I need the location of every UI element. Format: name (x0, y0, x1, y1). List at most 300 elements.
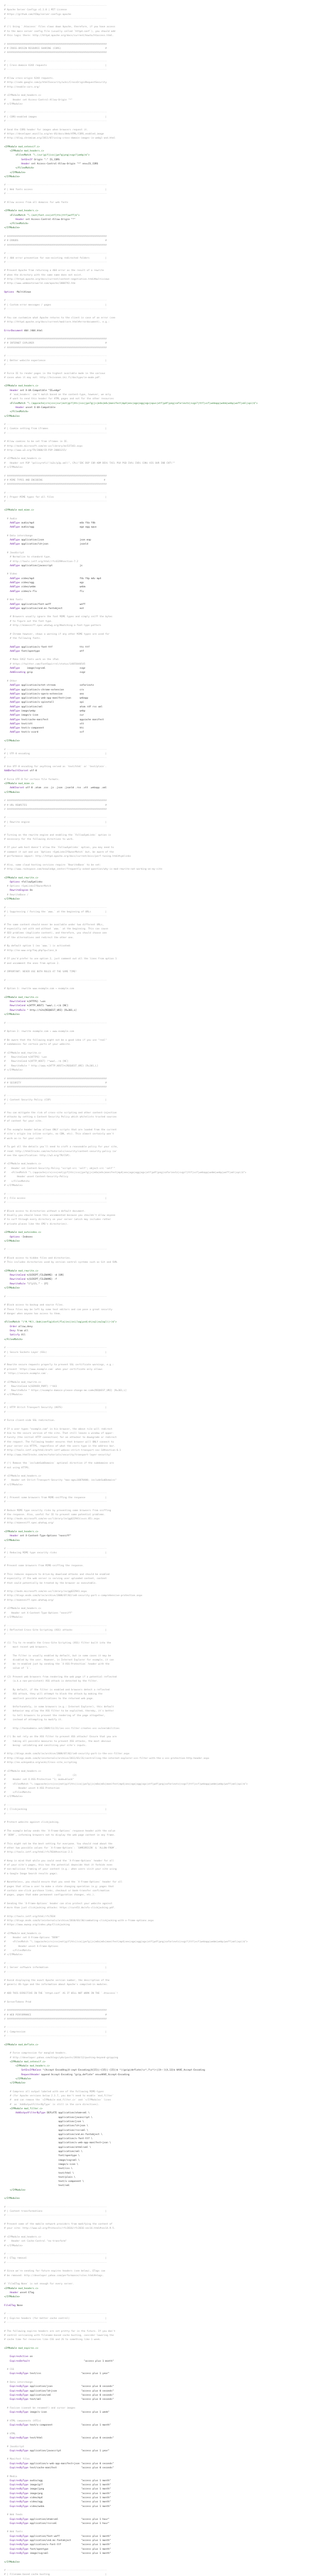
line-text: # You can mitigate the risk of cross-site scripting and other content-injection (4, 1111, 117, 1114)
blank-line (4, 611, 305, 615)
rule-line (4, 1103, 305, 1107)
line-text: # ###################################################################### (4, 800, 107, 803)
keyword: Options (4, 1235, 20, 1239)
rule-line (4, 2026, 305, 2030)
rule-line (4, 2321, 305, 2325)
blank-line (4, 179, 305, 183)
line-text: # <IfModule mod_rewrite.c> (4, 1381, 41, 1384)
keyword: AddType (4, 646, 20, 649)
blank-line (4, 1458, 305, 1462)
blank-line (4, 1090, 305, 1094)
line-text: # http://www.w3.org/TR/2000/CR-P3P-20001215/ (4, 449, 67, 452)
line-text: # http://blogs.msdn.com/b/ieinternals/archive/2011/01/31/controlling-the-internet-explorer-xss-filter-with-the-x-xss-protection-http-header.aspx (4, 1757, 210, 1760)
rule-line (4, 252, 305, 256)
line-text: # ---------------------------------------------------------------------- (4, 1094, 107, 1097)
keyword: ExpiresByType (4, 2372, 29, 2376)
line-text: application/x-opera-extension oex (20, 692, 84, 696)
comment-line (4, 2381, 305, 2385)
line-text: # to the main server config file (usually called `httpd.conf`), you should add (4, 30, 115, 33)
line-text: set X-Content-Type-Options "nosniff" (18, 1535, 72, 1538)
keyword: ExpiresByType (4, 2522, 29, 2525)
keyword (4, 2172, 58, 2175)
comment-line (4, 1692, 305, 1697)
config-tag-line (4, 2295, 305, 2299)
line-text: # Options +SymLinksIfOwnerMatch (4, 885, 52, 888)
line-text: # Header set X-XSS-Protection "1; mode=block" (4, 1778, 74, 1782)
keyword: <FilesMatch (4, 214, 26, 217)
config-tag-line (4, 739, 305, 743)
blank-line (4, 73, 305, 77)
comment-line (4, 282, 305, 286)
config-directive-line (4, 2424, 305, 2428)
line-text: # | Expires headers (for better cache control) | (4, 2317, 107, 2320)
line-text: # the following fonts. (4, 637, 41, 640)
line-text: # ---------------------------------------------------------------------- (4, 2026, 107, 2029)
line-text: # | Content Security Policy (CSP) | (4, 1099, 107, 1101)
config-directive-line (4, 2304, 305, 2308)
config-directive-line (4, 2133, 305, 2137)
blank-line (4, 1141, 305, 1145)
config-directive-line (4, 701, 305, 705)
comment-line (4, 1060, 305, 1064)
line-text: # | Server software information | (4, 1967, 107, 1970)
comment-line (4, 1043, 305, 1047)
line-text: # Rewrite secure requests properly to prevent SSL certificate warnings, e.g.: (4, 1364, 114, 1367)
comment-line (4, 1774, 305, 1778)
line-text: mod_headers.c> (16, 210, 39, 213)
line-text: # ---------------------------------------------------------------------- (4, 120, 107, 123)
line-text: application/json "access plus 0 seconds" (28, 2385, 114, 2388)
line-text: video/x-flv flv (20, 590, 84, 593)
line-text: gzip svgz (25, 671, 85, 674)
blank-line (4, 2039, 305, 2043)
config-tag-line (4, 222, 305, 226)
config-directive-line (4, 2483, 305, 2487)
line-text: # </FilesMatch> (4, 1791, 31, 1794)
blank-line (4, 743, 305, 748)
line-text: # ---------------------------------------------------------------------- (4, 432, 107, 435)
line-text: # Force IE to render pages in the highest available mode in the various (4, 372, 106, 375)
config-tag-line (4, 2561, 305, 2565)
line-text: # Option 1: rewrite www.example.com → example.com (4, 988, 74, 991)
comment-line (4, 615, 305, 619)
line-text: # be re-enabled just by sending the `X-XSS-Protection` header with the (4, 1663, 110, 1666)
comment-line (4, 201, 305, 205)
line-text: # | 404 error prevention for non-existing redirected folders | (4, 257, 107, 260)
keyword: <IfModule (4, 150, 23, 153)
comment-line (4, 81, 305, 85)
line-text: # taking all possible measures to prevent XSS attacks, the most obvious (4, 1740, 111, 1743)
comment-line (4, 2573, 305, 2576)
comment-line (4, 923, 305, 927)
blank-line (4, 2218, 305, 2223)
comment-line (4, 1453, 305, 1458)
line-text: # of the alternatives and redirect the other one. (4, 936, 74, 939)
comment-line (4, 1787, 305, 1791)
line-text: # Prevent some browsers from MIME-sniffing the response. (4, 1565, 84, 1568)
line-text: application/ld+json jsonld (20, 543, 89, 546)
keyword (4, 2176, 58, 2179)
line-text: # of your site’s pages, this has the potential downside that it forbids even (4, 1864, 113, 1867)
config-directive-line (4, 2291, 305, 2295)
line-text: mod_headers.c> (16, 385, 39, 388)
keyword: ExpiresByType (4, 2389, 29, 2393)
comment-line (4, 534, 305, 538)
config-directive-line (4, 577, 305, 581)
config-tag-line (4, 2060, 305, 2064)
line-text: # http://tools.ietf.org/html/rfc7034#section-2.1 (4, 1851, 73, 1854)
line-text: # | File access | (4, 1197, 107, 1200)
line-text: # ---------------------------------------------------------------------- (4, 308, 107, 311)
line-text: # ###################################################################### (4, 2018, 107, 2021)
line-text: # | Suppressing / Forcing the `www.` at the beginning of URLs | (4, 910, 107, 913)
keyword: Header (4, 2291, 19, 2294)
line-text: Origin ":" IS_CORS (32, 158, 60, 161)
keyword: </IfModule> (4, 1240, 20, 1243)
line-text: # necessary for the following directives to work. (4, 838, 74, 841)
line-text: # ---------------------------------------------------------------------- (4, 1962, 107, 1965)
line-text: # # URL REWRITES # (4, 804, 107, 807)
line-text: # http://code.google.com/p/html5security/wiki/CrossOriginRequestSecurity (4, 81, 107, 84)
line-text: # the response. Also, useful for IE to prevent some potential problems. (4, 1513, 106, 1516)
line-text: # Force UTF-8 for certain file formats. (4, 778, 60, 781)
keyword: SetEnvIf (4, 158, 33, 161)
line-text: # ---------------------------------------------------------------------- (4, 5, 107, 7)
keyword: AddType (4, 590, 20, 593)
keyword (4, 2129, 58, 2132)
line-text: # behavior may allow the XSS filter to be exploited, thereby, it's better (4, 1710, 114, 1713)
config-directive-line (4, 650, 305, 654)
line-text: # | Cross-domain AJAX requests | (4, 64, 107, 67)
line-text: text/vtt vtt (20, 722, 84, 725)
comment-line (4, 2368, 305, 2372)
line-text: # Also, some cloud hosting services require `RewriteBase` to be set: (4, 863, 101, 867)
section-heading (4, 342, 305, 346)
keyword: <IfModule (4, 1530, 17, 1533)
line-text: text/x-component "access plus 1 month" (28, 2424, 111, 2427)
config-tag-line (4, 226, 305, 230)
line-text: # Protect website against clickjacking. (4, 1821, 60, 1824)
line-text: # non-malicious framing of your content (e.g.: when users visit your site using (4, 1868, 117, 1871)
blank-line (4, 487, 305, 492)
config-directive-line (4, 2411, 305, 2415)
config-directive-line (4, 162, 305, 166)
blank-line (4, 205, 305, 209)
comment-line (4, 1513, 305, 1517)
line-text: # Header set Cache-Control "no-transform" (4, 2240, 67, 2243)
keyword: ExpiresActive (4, 2355, 29, 2359)
line-text: # The example below sends the `X-Frame-Options` response header with the value (4, 1829, 115, 1833)
keyword: <IfModule (4, 145, 17, 148)
line-text: video/webm "access plus 1 month" (28, 2505, 111, 2508)
line-text: # work as-is for your site! (4, 1137, 43, 1140)
blank-line (4, 107, 305, 111)
keyword (4, 2159, 58, 2162)
line-text: # http://enable-cors.org/ (4, 86, 40, 89)
comment-line (4, 1757, 305, 1761)
comment-line (4, 2103, 305, 2107)
blank-line (4, 1107, 305, 1111)
blank-line (4, 1637, 305, 1641)
comment-line (4, 1983, 305, 1987)
line-text: # ---------------------------------------------------------------------- (4, 184, 107, 187)
keyword: AddType (4, 539, 20, 542)
line-text: # <IfModule mod_headers.c> (4, 1475, 41, 1478)
line-text: # Allow access from all domains for web fonts (4, 201, 68, 204)
config-directive-line (4, 526, 305, 530)
blank-line (4, 2231, 305, 2235)
comment-line (4, 1419, 305, 1423)
line-text: # Header unset X-XSS-Protection (4, 1787, 60, 1790)
blank-line (4, 1543, 305, 1547)
comment-line (4, 1551, 305, 1555)
comment-line (4, 1795, 305, 1799)
line-text: # cases when it may not: http://hsivonen.iki.fi/doctype/ie-mode.pdf. (4, 376, 101, 379)
rule-line (4, 808, 305, 812)
blank-line (4, 2470, 305, 2475)
line-text: # when the directory with the same name does not exist. (4, 274, 83, 277)
blank-line (4, 641, 305, 645)
rule-line (4, 1355, 305, 1359)
line-text: # ---------------------------------------------------------------------- (4, 1355, 107, 1358)
comment-line (4, 2001, 305, 2005)
line-text: # Make SVGZ fonts work on the iPad. (4, 658, 60, 662)
keyword: <FilesMatch (4, 1321, 20, 1324)
keyword: RewriteCond (4, 1274, 26, 1277)
line-text: image/x-icon \ (58, 2163, 78, 2166)
line-text: image/png "access plus 1 month" (28, 2492, 111, 2495)
keyword: AddOutputFilterByType (4, 2112, 46, 2115)
comment-line (4, 1312, 305, 1316)
line-text: # If your web host doesn't allow the `FollowSymlinks` option, you may need to (4, 846, 114, 850)
keyword: </FilesMatch> (4, 1338, 23, 1341)
line-text: # Header set X-Content-Type-Options "nosniff" (4, 1612, 73, 1615)
line-text: # http://blogs.msdn.com/b/ieinternals/archive/2010/03/30/combating-clickjacking-with-x-frame-options.aspx (4, 1920, 154, 1922)
comment-line (4, 1462, 305, 1466)
config-directive-line (4, 2505, 305, 2509)
comment-line (4, 1945, 305, 1949)
blank-line (4, 2415, 305, 2419)
line-text: # Compress all output labeled with one of the following MIME-types (4, 2090, 104, 2093)
config-directive-line (4, 2552, 305, 2556)
line-text: # see the specification: http://w3.org/TR/CSP). (4, 1154, 71, 1157)
keyword: AddType (4, 709, 20, 713)
keyword: ExpiresByType (4, 2394, 29, 2397)
line-text: text/x-vcard vcf (20, 731, 84, 734)
rule-line (4, 1346, 305, 1350)
rule-line (4, 914, 305, 919)
comment-line (4, 1667, 305, 1671)
config-directive-line (4, 2462, 305, 2466)
config-tag-line (4, 2347, 305, 2351)
config-tag-line (4, 791, 305, 795)
line-text: mod_setenvif.c> (22, 2060, 46, 2063)
comment-line (4, 1718, 305, 1722)
line-text: # Chrome however, shows a warning if any other MIME types are used for (4, 633, 110, 636)
blank-line (4, 1423, 305, 1428)
rule-line (4, 120, 305, 124)
line-text: # tunity (the initial HTTP connection) for an attacker to downgrade or redirect (4, 1436, 117, 1439)
comment-line (4, 2274, 305, 2278)
blank-line (4, 2377, 305, 2381)
line-text: # By default option 1 (no `www.`) is activated: (4, 945, 71, 948)
line-text: # to tell browsers to prevent the rendering of the page altogether, (4, 1714, 106, 1717)
comment-line (4, 1735, 305, 1739)
blank-line (4, 1731, 305, 1735)
keyword: ExpiresByType (4, 2411, 29, 2414)
comment-line (4, 77, 305, 81)
line-text: # `mod_headers` can't match based on the content-type, however, we only (4, 394, 111, 397)
comment-line (4, 393, 305, 397)
config-directive-line (4, 684, 305, 688)
line-text: # ---------------------------------------------------------------------- (4, 252, 107, 256)
line-text: video/mp4 "access plus 1 month" (28, 2497, 111, 2500)
rule-line (4, 1492, 305, 1496)
line-text: # # MIME TYPES AND ENCODING # (4, 479, 106, 482)
keyword: RewriteRule (4, 1282, 26, 1285)
line-text: DEFLATE application/atom+xml \ (45, 2112, 90, 2115)
line-text: # </IfModule> (4, 1616, 23, 1619)
line-text: audio/ogg "access plus 1 month" (28, 2479, 111, 2482)
keyword: </IfModule> (4, 2082, 26, 2085)
blank-line (4, 1376, 305, 1380)
line-text: image/gif "access plus 1 month" (28, 2484, 111, 2487)
blank-line (4, 504, 305, 509)
keyword: AddType (4, 727, 20, 730)
line-text: # Prevent some of the mobile network providers from modifying the content of (4, 2223, 113, 2226)
blank-line (4, 2556, 305, 2560)
line-text: # ---------------------------------------------------------------------- (4, 2253, 107, 2256)
blank-line (4, 1359, 305, 1363)
line-text: "\.(eot|font.css|otf|ttc|ttf|woff)$"> (25, 214, 80, 217)
line-text: # smallest possible modifications to the returned web page. (4, 1697, 94, 1700)
config-directive-line (4, 158, 305, 162)
keyword: <IfModule (4, 996, 17, 999)
config-directive-line (4, 692, 305, 697)
line-text: # <FilesMatch "\.(appcache|crx|css|eot|gif|htc|ico|jpe?g|js|m4a|m4v|manifest|mp4|oex|oga|ogg|ogv|otf|pdf|png|safariextz|svgz?|ttf|vcf|webapp|webm|webp|woff|xml|xpi)$"> (4, 1783, 248, 1786)
line-text: # ###################################################################### (4, 235, 107, 239)
line-text: image/svg+xml \ (58, 2159, 80, 2162)
comment-line (4, 1214, 305, 1218)
blank-line (4, 940, 305, 944)
line-text: # Header set P3P "policyref=\"/w3c/p3p.xml\", CP=\"IDC DSP COR ADM DEVi TAIi PSA PSD IVAi IVDi CONi HIS OUR IND CNT\"" (4, 462, 175, 465)
line-text: # http://developer.yahoo.com/blogs/ydn/posts/2010/12/pushing-beyond-gzipping (4, 2056, 118, 2059)
config-directive-line (4, 2111, 305, 2115)
blank-line (4, 2428, 305, 2432)
line-text: # Since we're sending far-future expires headers (see below), ETags can (4, 2270, 106, 2273)
line-text: # ###################################################################### (4, 43, 107, 46)
config-directive-line (4, 2146, 305, 2150)
config-directive-line (4, 718, 305, 722)
comment-line (4, 885, 305, 889)
comment-line (4, 1475, 305, 1479)
line-text: # <IfModule mod_headers.c> (4, 1607, 41, 1611)
config-directive-line (4, 2129, 305, 2133)
line-text: # ---------------------------------------------------------------------- (4, 193, 107, 196)
config-directive-line (4, 2172, 305, 2176)
comment-line (4, 1440, 305, 1445)
config-directive-line (4, 2069, 305, 2073)
comment-line (4, 2317, 305, 2321)
keyword: <IfModule (4, 2108, 23, 2111)
blank-line (4, 594, 305, 598)
keyword: AddType (4, 684, 20, 687)
blank-line (4, 2299, 305, 2303)
line-text: # The filter is usually enabled by default, but in some cases it may be (4, 1654, 111, 1657)
config-tag-line (4, 175, 305, 179)
line-text: # http://www.rackspace.com/knowledge_center/frequently-asked-question/why-is-mod-rewrite-not-working-on-my-site (4, 868, 162, 871)
line-text: unset ETag (18, 2291, 35, 2294)
keyword: </IfModule> (4, 171, 26, 174)
config-tag-line (4, 209, 305, 213)
keyword: AddType (4, 521, 20, 524)
keyword: </IfModule> (4, 791, 20, 794)
line-text: # ---------------------------------------------------------------------- (4, 363, 107, 366)
keyword: ExpiresByType (4, 2492, 29, 2495)
comment-line (4, 316, 305, 320)
line-text: # </IfModule> (4, 1069, 23, 1072)
keyword: <IfModule (4, 2347, 17, 2350)
config-tag-line (4, 782, 305, 786)
rule-line (4, 2261, 305, 2265)
line-text: # ---------------------------------------------------------------------- (4, 2261, 107, 2264)
comment-line (4, 2235, 305, 2240)
config-directive-line (4, 731, 305, 735)
line-text: application/atom+xml "access plus 1 hour" (28, 2518, 110, 2521)
comment-line (4, 1132, 305, 1137)
line-text: # HTML (4, 2432, 16, 2435)
line-text: # http://mimesniff.spec.whatwg.org/ (4, 1599, 54, 1602)
keyword: AddType (4, 650, 20, 653)
blank-line (4, 350, 305, 354)
line-text: # ###################################################################### (4, 52, 107, 55)
line-text: # ---------------------------------------------------------------------- (4, 915, 107, 918)
rule-line (4, 1804, 305, 1808)
blank-line (4, 1876, 305, 1880)
comment-line (4, 1372, 305, 1376)
line-text: application/vnd.ms-fontobject eot (20, 607, 84, 610)
line-text: # pages, pages that make permanent configuration changes, etc.). (4, 1894, 96, 1897)
config-directive-line (4, 2389, 305, 2394)
line-text: video/webm webm (20, 586, 85, 589)
comment-line (4, 1697, 305, 1701)
rule-line (4, 979, 305, 983)
line-text: # ---------------------------------------------------------------------- (4, 69, 107, 72)
keyword: </IfModule> (4, 2077, 31, 2080)
blank-line (4, 2005, 305, 2009)
line-text: # If a user types "example.com" in his browser, the above rule will redirect (4, 1428, 113, 1431)
keyword: <IfModule (4, 1231, 17, 1234)
line-text: # private places like the CMS's directories). (4, 1223, 68, 1226)
line-text: # # ERRORS # (4, 240, 107, 243)
blank-line (4, 1569, 305, 1573)
keyword: <IfModule (4, 2060, 23, 2063)
line-text: text/html \ (58, 2172, 74, 2175)
line-text: # Reduce MIME type security risks by preventing some browsers from sniffing (4, 1509, 111, 1512)
line-text: application/rss+xml "access plus 1 hour" (28, 2522, 110, 2525)
line-text: # # CROSS-ORIGIN RESOURCE SHARING (CORS) # (4, 47, 107, 50)
keyword (4, 2116, 58, 2119)
config-directive-line (4, 2176, 305, 2180)
line-text: mod_expires.c> (16, 2347, 39, 2350)
line-text: # </FilesMatch> (4, 1950, 31, 1953)
line-text: # `https://secure.example.com`. (4, 1372, 48, 1375)
line-text: # | Web fonts access | (4, 188, 107, 191)
comment-line (4, 1509, 305, 1513)
config-tag-line (4, 876, 305, 880)
line-text: # Web fonts (4, 2531, 23, 2534)
blank-line (4, 419, 305, 423)
